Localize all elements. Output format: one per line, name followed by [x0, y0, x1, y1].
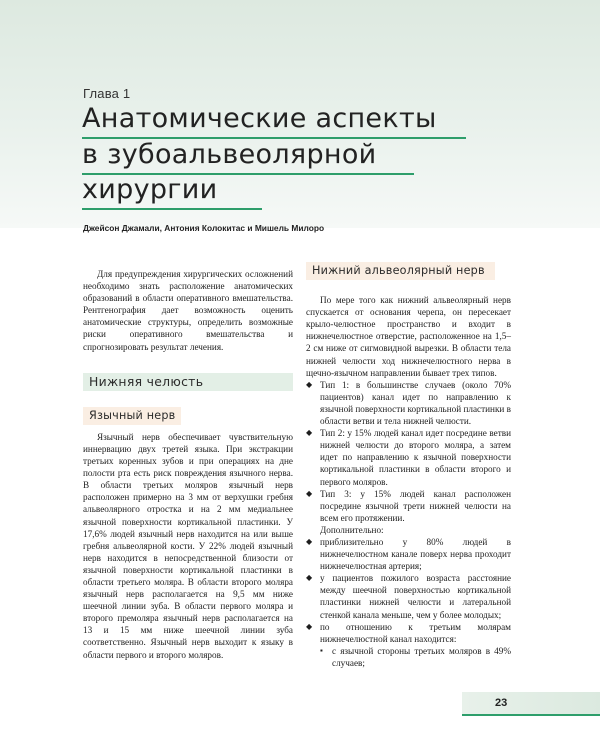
title-text-3: хирургии: [82, 174, 218, 205]
diamond-bullet-icon: ◆: [306, 621, 313, 631]
list-item: ◆ приблизительно у 80% людей в нижнечелюстном канале поверх нерва проходит нижнечелюстная артерия;: [306, 536, 511, 572]
authors: Джейсон Джамали, Антония Колокитас и Мишель Милоро: [83, 223, 325, 233]
list-item: ▪ с язычной стороны третьих моляров в 49% случаев;: [320, 645, 511, 668]
list-item: ◆ по отношению к третьим молярам нижнечелюстной канал находится:: [306, 621, 511, 644]
diamond-bullet-icon: ◆: [306, 573, 313, 583]
diamond-bullet-icon: ◆: [306, 379, 313, 389]
chapter-label: Глава 1: [83, 86, 131, 101]
list-item: ◆ Тип 1: в большинстве случаев (около 70% пациентов) канал идет по направлению к язычной поверхности кортикальной пластинки в области ветви и тела нижней челюсти.: [306, 379, 511, 427]
additional-list: [306, 536, 511, 645]
diamond-bullet-icon: ◆: [306, 488, 313, 498]
diamond-bullet-icon: ◆: [306, 428, 313, 438]
page-number: 23: [495, 697, 508, 709]
section-heading-inferior-alveolar-nerve: Нижний альвеолярный нерв: [306, 262, 495, 280]
list-item: ◆ Тип 2: у 15% людей канал идет посредине ветви нижней челюсти до второго моляра, а затем идет по направлению к язычной поверхности кортикальной пластинки в области второго и первого моляров.: [306, 428, 511, 487]
title-text-2: в зубоальвеолярной: [82, 139, 377, 170]
left-column: [83, 268, 293, 661]
square-bullet-icon: ▪: [320, 645, 323, 655]
intro-paragraph: Для предупреждения хирургических осложнений необходимо знать расположение анатомических образований в области оперативного вмешательства. Рентгенография дает возможность оценить анатомические структуры, определить возможные риски оперативного вмешательства и спрогнозировать результат лечения.: [83, 269, 293, 352]
canal-types-list: [306, 379, 511, 524]
footer-bar: [462, 692, 600, 714]
chapter-title-line-3: [82, 173, 217, 207]
right-column: [306, 262, 511, 669]
list-item: ◆ у пациентов пожилого возраста расстояние между шеечной поверхностью кортикальной пластинки нижней челюсти и латеральной стенкой канала меньше, чем у более молодых;: [306, 573, 511, 620]
lingual-nerve-paragraph: Язычный нерв обеспечивает чувствительную иннервацию двух третей языка. При экстракции третьих коренных зубов и при операциях на дне полости рта есть риск повреждения язычного нерва. В области третьих моляров язычный нерв расположен примерно на 3 мм от верхушки гребня альвеолярного отростка и на 2 мм медиальнее язычной поверхности кортикальной пластинки. У 17,6% людей язычный нерв находится на или выше гребня альвеолярной кости. У 22% людей язычный нерв находится в непосредственной близости от язычной поверхности кортикальной пластинки в области третьего моляра. В области второго моляра язычный нерв располагается на 9,5 мм ниже шеечной линии зуба. В области первого моляра и второго премоляра язычный нерв располагается на 13 и 15 мм ниже шеечной линии зуба соответственно. Язычный нерв выходит к языку в области первого и второго моляров.: [83, 431, 293, 660]
additional-label: Дополнительно:: [320, 524, 384, 535]
diamond-bullet-icon: ◆: [306, 536, 313, 546]
footer-accent-line: [462, 714, 600, 716]
subsection-heading-lingual-nerve: Язычный нерв: [83, 407, 181, 425]
section-heading-mandible: Нижняя челюсть: [83, 373, 293, 391]
sub-list: [306, 645, 511, 669]
title-underline-3: [82, 208, 262, 210]
inferior-alveolar-paragraph: По мере того как нижний альвеолярный нерв спускается от основания черепа, он пересекает крыло-челюстное пространство и входит в нижнечелюстное отверстие, расположенное на 1,5–2 см ниже от сигмовидной вырезки. В области тела нижней челюсти ход нижнечелюстного нерва в щечно-язычном направлении бывает трех типов.: [306, 295, 511, 378]
title-text-1: Анатомические аспекты: [82, 103, 437, 134]
chapter-title-line-1: [82, 102, 437, 136]
chapter-title-line-2: [82, 138, 377, 172]
list-item: ◆ Тип 3: у 15% людей канал расположен посредине язычной трети нижней челюсти на всем его протяжении.: [306, 488, 511, 523]
